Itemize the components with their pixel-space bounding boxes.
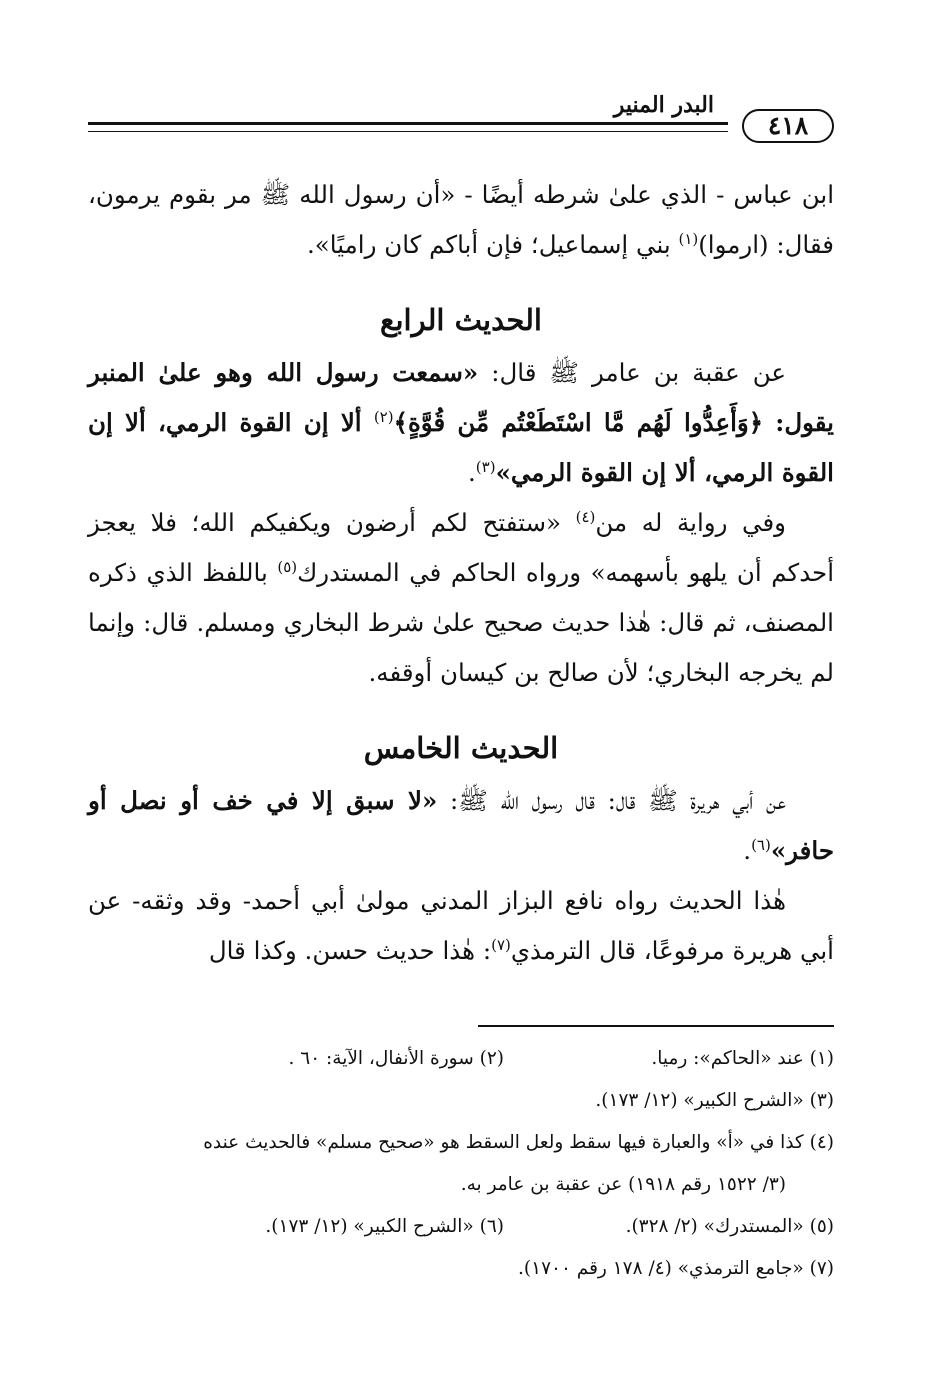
footnote-6: (٦) «الشرح الكبير» (١٢/ ١٧٣). [265,1216,504,1237]
text-span: ابن عباس - الذي علىٰ شرطه أيضًا - «أن رسول الله ﷺ مر بقوم يرمون، فقال: (ارموا) [88,180,834,259]
footnote-ref: (٦) [751,835,771,854]
section-heading-4: الحديث الرابع [380,303,542,337]
footnote-ref: (٥) [277,557,298,576]
footnote-ref: (٧) [491,935,511,954]
hadith-4-commentary [88,498,834,698]
footnote-divider [478,1025,834,1027]
text-span: . [467,458,476,487]
hadith-text: «سمعت رسول الله وهو علىٰ المنبر يقول: ﴿وَأَعِدُّوا لَهُم مَّا اسْتَطَعْتُم مِّن قُوَّةٍ﴾ [88,358,834,437]
text-span: . [743,836,752,865]
footnote-row [88,1206,834,1248]
text-span: باللفظ الذي ذكره المصنف، ثم قال: هٰذا حديث صحيح علىٰ شرط البخاري ومسلم. قال: وإنما لم يخرجه البخاري؛ لأن صالح بن كيسان أوقفه. [88,558,834,687]
intro-paragraph [88,170,834,270]
footnote-ref: (٢) [373,407,394,426]
section-heading-5: الحديث الخامس [363,731,559,765]
page-header [88,84,834,154]
page-number: ٤١٨ [742,109,834,143]
footnote-7: (٧) «جامع الترمذي» (٤/ ١٧٨ رقم ١٧٠٠). [518,1258,834,1279]
footnote-1: (١) عند «الحاكم»: رميا. [651,1048,834,1069]
header-rule-thin [88,131,728,132]
running-title: البدر المنير [613,92,714,118]
footnote-3: (٣) «الشرح الكبير» (١٢/ ١٧٣). [595,1090,834,1111]
footnote-ref: (٣) [475,457,496,476]
text-span: بني إسماعيل؛ فإن أباكم كان راميًا». [307,230,679,259]
hadith-5-paragraph [88,776,834,876]
hadith-text: ألا إن القوة الرمي، ألا إن القوة الرمي، ألا إن القوة الرمي» [88,408,834,487]
text-span: عن أبي هريرة ﷺ قال: قال رسول الله ﷺ: [437,786,786,815]
footnote-5: (٥) «المستدرك» (٢/ ٣٢٨). [625,1216,834,1237]
text-span: وفي رواية له من [595,508,787,537]
footnote-ref: (٤) [575,507,596,526]
header-rule [88,122,728,125]
footnote-4-continued: (٣/ ١٥٢٢ رقم ١٩١٨) عن عقبة بن عامر به. [460,1174,786,1195]
hadith-4-paragraph [88,348,834,498]
footnotes [88,1038,834,1290]
hadith-text: «لا سبق إلا في خف أو نصل أو حافر» [88,786,834,865]
text-span: هٰذا الحديث رواه نافع البزاز المدني مولىٰ أبي أحمد- وقد وثقه- عن أبي هريرة مرفوعًا، قال الترمذي [88,886,834,965]
main-text [88,170,834,976]
text-span: «ستفتح لكم أرضون ويكفيكم الله؛ فلا يعجز أحدكم أن يلهو بأسهمه» ورواه الحاكم في المستدرك [88,508,835,587]
hadith-5-commentary [88,876,834,976]
footnote-4: (٤) كذا في «أ» والعبارة فيها سقط ولعل السقط هو «صحيح مسلم» فالحديث عنده [203,1132,834,1153]
text-span: عن عقبة بن عامر ﷺ قال: [478,358,786,387]
footnote-ref: (١) [678,229,699,248]
footnote-row [88,1038,834,1080]
text-span: : هٰذا حديث حسن. وكذا قال [208,936,492,965]
footnote-2: (٢) سورة الأنفال، الآية: ٦٠ . [288,1048,504,1069]
